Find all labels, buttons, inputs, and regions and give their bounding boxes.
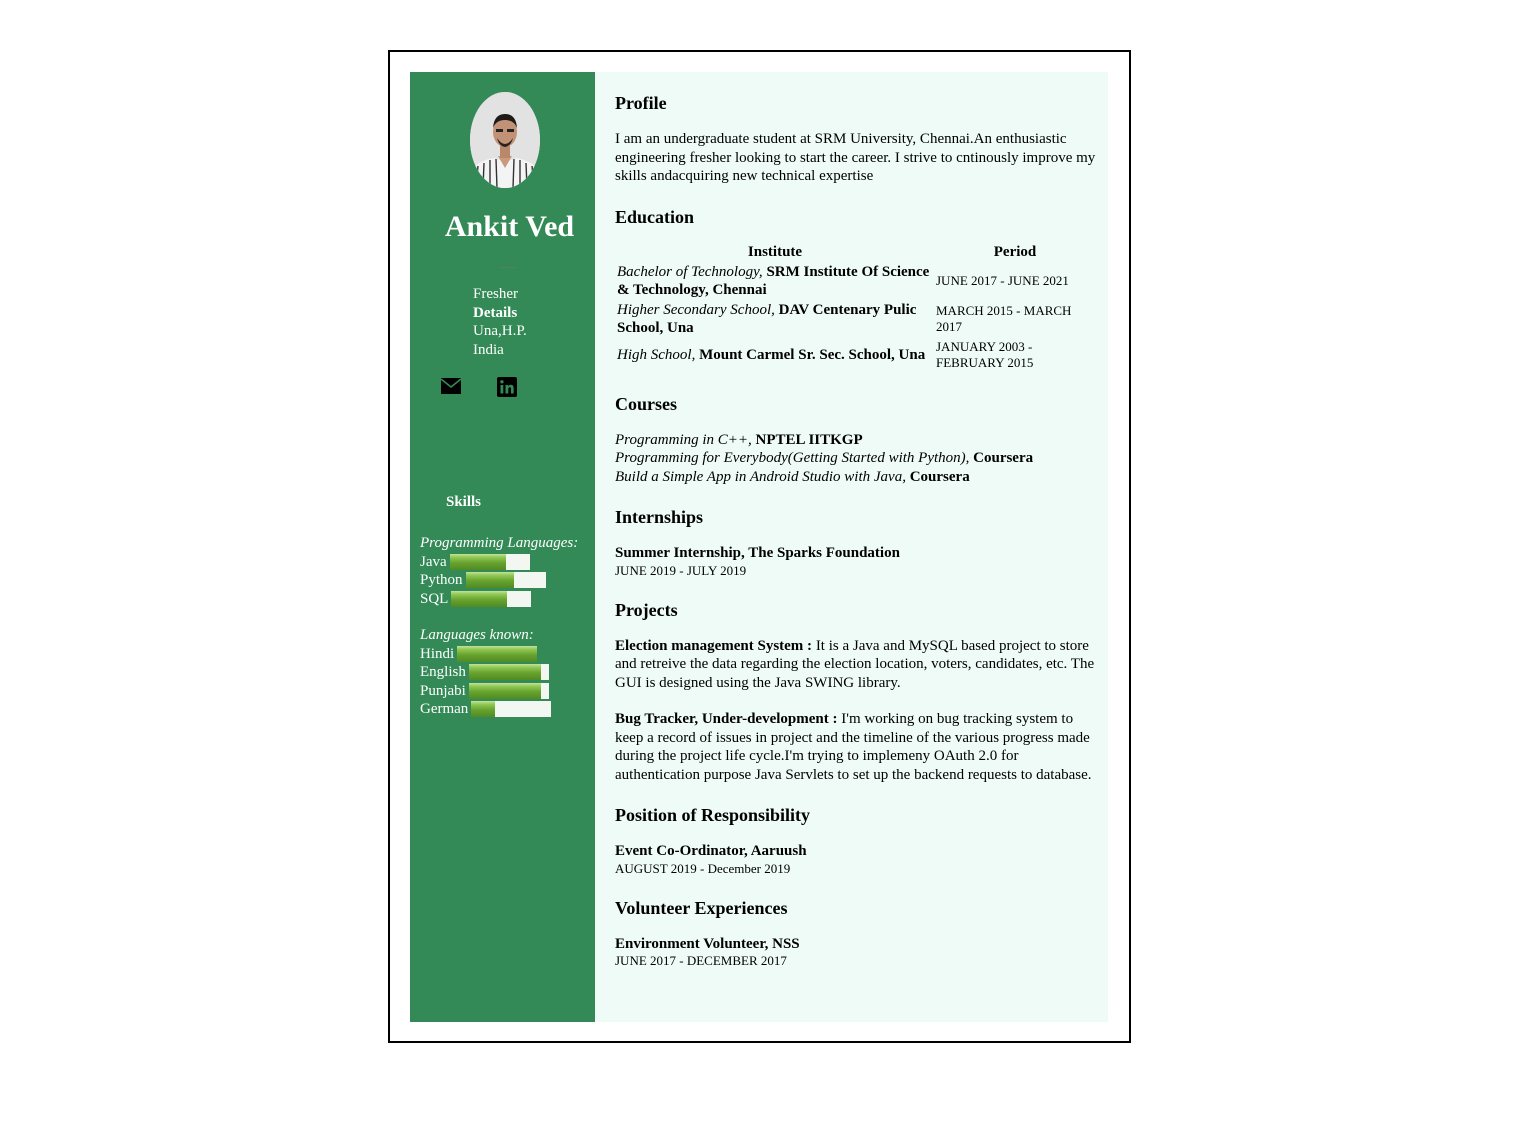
list-item [615,449,1098,468]
volunteer-role: Environment Volunteer, NSS [615,935,800,952]
responsibility-title: Position of Responsibility [615,805,811,825]
course-provider: NPTEL IITKGP [755,431,863,448]
skill-row [420,553,578,572]
volunteer-title: Volunteer Experiences [615,897,788,918]
project-name: Election management System : [615,637,813,654]
table-row [617,263,1094,299]
period-cell: JANUARY 2003 - FEBRUARY 2015 [936,338,1034,370]
project-desc: I'm working on bug tracking system to keep a record of issues in project and the timeline of the various progress made during the project life cycle.I'm trying to implemeny OAuth 2.0 for authentication purpose Java Servlets to set up the backend requests to database. [615,711,1092,783]
skill-row [420,663,551,682]
skill-name: SQL [420,590,449,607]
education-title: Education [615,206,695,227]
profile-title: Profile [615,93,667,113]
person-photo-icon [470,92,540,188]
institute-cell [617,263,933,299]
internships-title: Internships [615,507,704,527]
skill-name: English [420,664,466,680]
education-section [615,206,1098,373]
skill-name: Java [420,553,447,570]
profile-text: I am an undergraduate student at SRM University, Chennai.An enthusiastic engineering fresher looking to start the career. I strive to cntinously improve my skills andacquiring new technical expertise [615,131,1096,184]
project-item [615,710,1098,784]
languages-label: Languages known: [420,627,534,643]
school-text: Mount Carmel Sr. Sec. School, Una [699,346,926,363]
skill-name: Punjabi [420,682,466,699]
skill-row [420,590,578,609]
skill-bar [457,646,537,662]
details-label: Details [473,304,518,321]
responsibility-role: Event Co-Ordinator, Aaruush [615,843,807,859]
volunteer-section [615,897,1098,970]
main-content [595,72,1108,1022]
skill-bar [451,591,531,607]
skill-bar [466,572,546,588]
school-text: SRM Institute Of Science & Technology, Chennai [617,263,930,298]
skill-bar [469,683,549,699]
period-header: Period [993,243,1037,260]
table-row [617,339,1094,371]
list-item [615,468,1098,487]
resume-page [388,50,1131,1043]
profile-photo [470,92,540,188]
period-cell: MARCH 2015 - MARCH 2017 [936,302,1072,334]
courses-section [615,393,1098,487]
skill-name: Python [420,572,463,588]
list-item [615,431,1098,450]
degree-text: Higher Secondary School, [617,301,775,318]
skills-title: Skills [446,494,482,510]
skill-bar [471,701,551,717]
location-line-2: India [473,341,504,358]
course-name: Programming in C++, [615,431,752,448]
project-desc: It is a Java and MySQL based project to store and retreive the data regarding the election location, voters, candidates, etc. The GUI is designed using the Java SWING library. [615,637,1095,691]
course-name: Build a Simple App in Android Studio with Java, [615,468,906,485]
project-name: Bug Tracker, Under-development : [615,711,838,727]
projects-title: Projects [615,599,678,620]
course-provider: Coursera [909,468,970,485]
course-name: Programming for Everybody(Getting Started with Python), [615,450,970,466]
institute-cell [617,301,933,337]
internship-date: JUNE 2019 - JULY 2019 [615,562,747,578]
skill-name: Hindi [420,645,455,662]
table-header-row [617,244,1094,261]
school-text: DAV Centenary Pulic School, Una [617,301,917,336]
sidebar [410,72,595,1022]
project-item [615,637,1098,693]
role-text: Fresher [473,286,518,302]
candidate-name: Ankit Ved [444,210,575,243]
internship-role: Summer Internship, The Sparks Foundation [615,545,900,561]
volunteer-date: JUNE 2017 - DECEMBER 2017 [615,953,787,968]
courses-title: Courses [615,393,677,414]
location-line-1: Una,H.P. [473,323,527,339]
degree-text: Bachelor of Technology, [617,263,763,280]
education-table [614,242,1097,373]
skill-name: German [420,701,469,717]
responsibility-date: AUGUST 2019 - December 2019 [615,860,791,876]
skill-row [420,682,551,701]
profile-section [615,92,1098,186]
institute-cell [617,339,933,371]
course-provider: Coursera [973,450,1034,466]
programming-skills [420,534,578,608]
mail-icon[interactable] [440,377,462,400]
language-skills [420,626,551,719]
name-divider [500,267,516,268]
skill-row [420,700,551,719]
responsibility-section [615,804,1098,877]
degree-text: High School, [617,346,696,363]
programming-label: Programming Languages: [420,535,579,551]
institute-header: Institute [747,243,803,260]
projects-section [615,599,1098,785]
skill-row [420,571,578,590]
table-row [617,301,1094,337]
skill-bar [469,664,549,680]
skill-row [420,645,551,664]
contact-info [473,285,527,359]
skill-bar [450,554,530,570]
internships-section [615,506,1098,579]
linkedin-icon[interactable] [497,377,517,402]
period-cell: JUNE 2017 - JUNE 2021 [936,272,1069,288]
